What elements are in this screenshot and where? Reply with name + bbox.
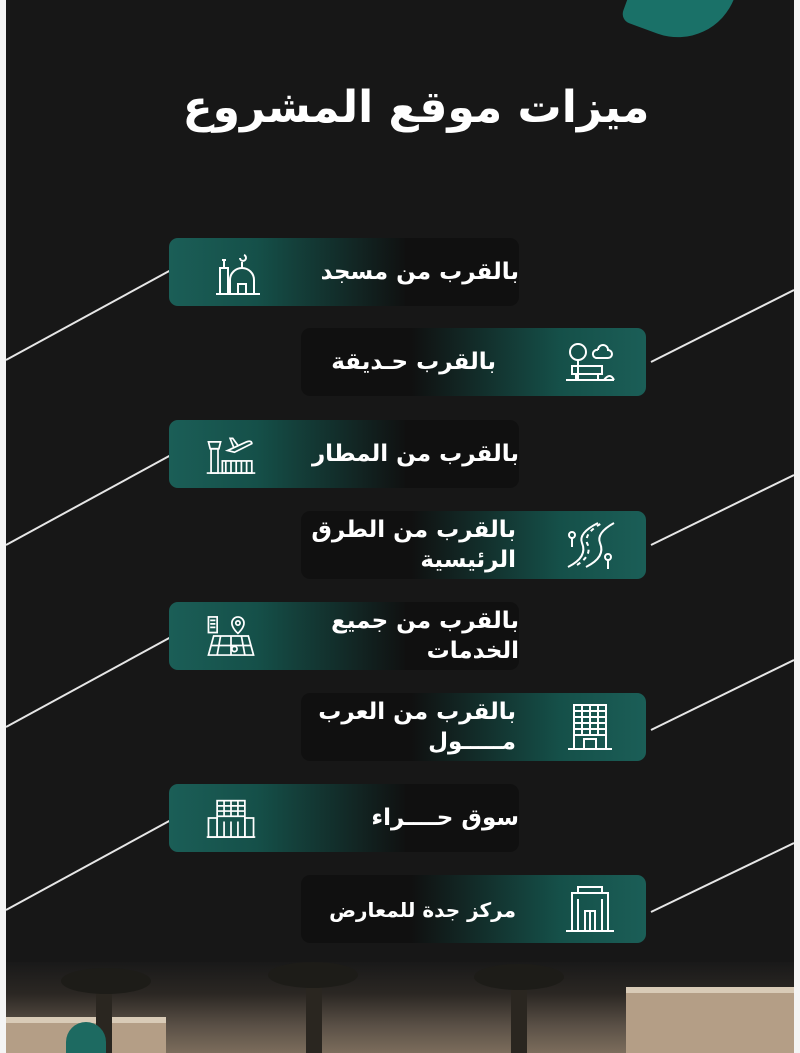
feature-label-line2: مـــــول <box>428 729 516 755</box>
feature-label-line1: بالقرب من العرب <box>318 699 516 725</box>
feature-label: بالقرب حـديقة <box>331 349 496 375</box>
airport-icon <box>205 428 265 480</box>
features-poster <box>6 0 794 1053</box>
building-shape <box>626 987 794 1053</box>
map-location-icon <box>205 610 265 662</box>
feature-label: بالقرب من مسجد <box>320 259 519 285</box>
feature-label-line2: الخدمات <box>426 638 519 664</box>
feature-airport <box>169 420 519 488</box>
feature-label: سوق حــــراء <box>371 805 519 831</box>
feature-label <box>306 515 516 575</box>
mosque-icon <box>214 246 266 298</box>
page-title: ميزات موقع المشروع <box>182 82 650 133</box>
palm-frond <box>61 968 151 994</box>
background-photo <box>6 962 794 1053</box>
feature-label-line2: الرئيسية <box>420 547 516 573</box>
feature-label: بالقرب من المطار <box>311 441 519 467</box>
palm-frond <box>268 962 358 988</box>
feature-exhibition-center <box>301 875 646 943</box>
feature-park <box>301 328 646 396</box>
feature-services <box>169 602 519 670</box>
feature-label-line1: بالقرب من جميع <box>331 608 519 634</box>
feature-label <box>306 697 516 757</box>
feature-mosque <box>169 238 519 306</box>
exhibition-center-icon <box>564 883 616 935</box>
park-icon <box>564 336 616 388</box>
feature-souq-hira <box>169 784 519 852</box>
palm-frond <box>474 964 564 990</box>
feature-label: مركز جدة للمعارض <box>329 898 516 922</box>
mall-building-icon <box>564 701 616 753</box>
feature-label <box>289 606 519 666</box>
feature-roads <box>301 511 646 579</box>
road-icon <box>564 519 616 571</box>
feature-label-line1: بالقرب من الطرق <box>311 517 516 543</box>
feature-arab-mall <box>301 693 646 761</box>
market-building-icon <box>205 792 265 844</box>
